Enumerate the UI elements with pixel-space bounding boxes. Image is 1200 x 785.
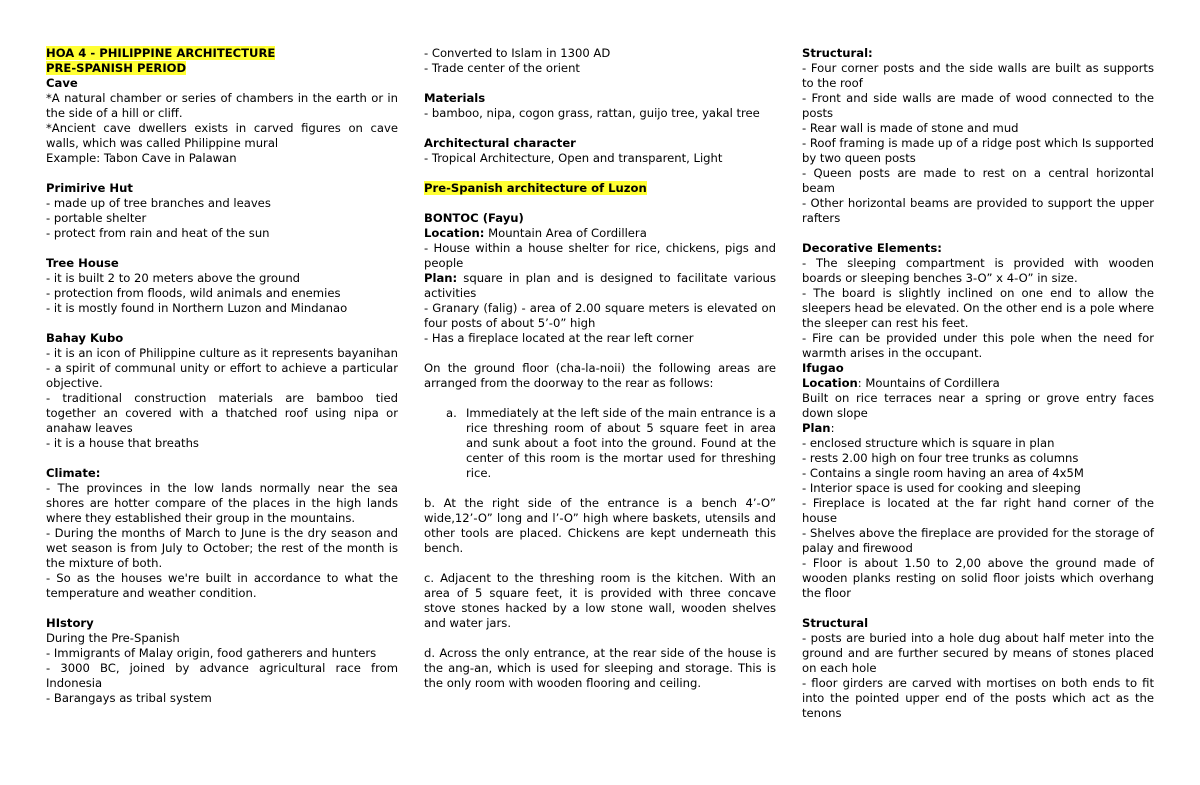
structural-line: - floor girders are carved with mortises on both ends to fit into the pointed upper end of the posts which act as the tenons: [802, 676, 1154, 720]
history-line: - Barangays as tribal system: [46, 691, 212, 705]
materials-heading: Materials: [424, 91, 486, 105]
ifugao-location: [802, 376, 1154, 391]
ifugao-plan: [802, 421, 1154, 436]
plan-text: square in plan and is designed to facilitate various activities: [424, 271, 776, 300]
location-text: Mountain Area of Cordillera: [484, 226, 647, 240]
materials-line: - bamboo, nipa, cogon grass, rattan, guijo tree, yakal tree: [424, 106, 760, 120]
period-title: PRE-SPANISH PERIOD: [46, 61, 187, 75]
tree-house-line: - protection from floods, wild animals and enemies: [46, 286, 341, 300]
bontoc-heading: BONTOC (Fayu): [424, 211, 524, 225]
plan-label: Plan:: [424, 271, 458, 285]
bahay-kubo-line: - it is a house that breaths: [46, 436, 199, 450]
hut-line: - made up of tree branches and leaves: [46, 196, 271, 210]
column-3: [802, 46, 1154, 721]
decorative-heading: Decorative Elements:: [802, 241, 942, 255]
ifugao-line: - enclosed structure which is square in plan: [802, 436, 1055, 450]
ground-floor-intro: On the ground floor (cha-la-noii) the following areas are arranged from the doorway to the rear as follows:: [424, 361, 776, 390]
ifugao-line: - Interior space is used for cooking and sleeping: [802, 481, 1081, 495]
structural-line: - Other horizontal beams are provided to support the upper rafters: [802, 196, 1154, 225]
bontoc-line: - Granary (falig) - area of 2.00 square meters is elevated on four posts of about 5’-0” high: [424, 301, 776, 330]
bontoc-plan: [424, 271, 776, 301]
ifugao-line: - Fireplace is located at the far right hand corner of the house: [802, 496, 1154, 525]
climate-heading: Climate:: [46, 466, 101, 480]
cave-line: Example: Tabon Cave in Palawan: [46, 151, 237, 165]
climate-line: - During the months of March to June is the dry season and wet season is from July to October; the rest of the month is the mixture of both.: [46, 526, 398, 570]
location-text: : Mountains of Cordillera: [857, 376, 1000, 390]
list-item: [424, 406, 776, 481]
list-item: c. Adjacent to the threshing room is the kitchen. With an area of 5 square feet, it is provided with three concave stove stones hacked by a low stone wall, wooden shelves and water jars.: [424, 571, 776, 630]
history-heading: HIstory: [46, 616, 94, 630]
bahay-kubo-heading: Bahay Kubo: [46, 331, 124, 345]
climate-line: - So as the houses we're built in accordance to what the temperature and weather condition.: [46, 571, 398, 600]
list-marker: a.: [446, 406, 457, 420]
tree-house-line: - it is mostly found in Northern Luzon and Mindanao: [46, 301, 348, 315]
luzon-heading: Pre-Spanish architecture of Luzon: [424, 181, 647, 195]
tree-house-heading: Tree House: [46, 256, 119, 270]
tree-house-line: - it is built 2 to 20 meters above the ground: [46, 271, 301, 285]
decorative-line: - The sleeping compartment is provided with wooden boards or sleeping benches 3-O” x 4-O” in size.: [802, 256, 1154, 285]
trade-line: - Trade center of the orient: [424, 61, 580, 75]
ifugao-line: - Floor is about 1.50 to 2,00 above the ground made of wooden planks resting on solid floor joists which overhang the floor: [802, 556, 1154, 600]
decorative-line: - The board is slightly inclined on one end to allow the sleepers head be elevated. On the other end is a pole where the sleeper can rest his feet.: [802, 286, 1154, 330]
ifugao-heading: Ifugao: [802, 361, 844, 375]
cave-line: *A natural chamber or series of chambers in the earth or in the side of a hill or cliff.: [46, 91, 398, 120]
structural-line: - Front and side walls are made of wood connected to the posts: [802, 91, 1154, 120]
history-line: - 3000 BC, joined by advance agricultural race from Indonesia: [46, 661, 398, 690]
bontoc-line: - Has a fireplace located at the rear left corner: [424, 331, 694, 345]
column-1: [46, 46, 398, 706]
bontoc-location: [424, 226, 776, 241]
structural-line: - Queen posts are made to rest on a central horizontal beam: [802, 166, 1154, 195]
column-2: [424, 46, 776, 691]
character-line: - Tropical Architecture, Open and transparent, Light: [424, 151, 723, 165]
hut-line: - protect from rain and heat of the sun: [46, 226, 270, 240]
hut-heading: Primirive Hut: [46, 181, 133, 195]
structural-line: - posts are buried into a hole dug about half meter into the ground and are further secured by means of stones placed on each hole: [802, 631, 1154, 675]
structural-line: - Roof framing is made up of a ridge post which Is supported by two queen posts: [802, 136, 1154, 165]
structural-heading: Structural:: [802, 46, 873, 60]
ifugao-line: - Shelves above the fireplace are provided for the storage of palay and firewood: [802, 526, 1154, 555]
list-item: b. At the right side of the entrance is a bench 4’-O” wide,12’-O” long and l’-O” high where baskets, utensils and other tools are placed. Chickens are kept underneath this bench.: [424, 496, 776, 555]
islam-line: - Converted to Islam in 1300 AD: [424, 46, 611, 60]
ground-floor-list: [424, 406, 776, 481]
character-heading: Architectural character: [424, 136, 576, 150]
history-line: - Immigrants of Malay origin, food gatherers and hunters: [46, 646, 377, 660]
structural-line: - Four corner posts and the side walls are built as supports to the roof: [802, 61, 1154, 90]
location-label: Location: [802, 376, 858, 390]
plan-colon: :: [830, 421, 835, 435]
cave-heading: Cave: [46, 76, 78, 90]
bontoc-line: - House within a house shelter for rice, chickens, pigs and people: [424, 241, 776, 270]
location-label: Location:: [424, 226, 485, 240]
bahay-kubo-line: - traditional construction materials are bamboo tied together an covered with a thatched roof using nipa or anahaw leaves: [46, 391, 398, 435]
ifugao-built: Built on rice terraces near a spring or grove entry faces down slope: [802, 391, 1154, 420]
list-item-text: Immediately at the left side of the main entrance is a rice threshing room of about 5 square feet in area and sunk about a foot into the ground. Found at the center of this room is the mortar used for threshing rice.: [466, 406, 776, 480]
ifugao-line: - Contains a single room having an area of 4x5M: [802, 466, 1084, 480]
structural-heading-2: Structural: [802, 616, 869, 630]
ifugao-line: - rests 2.00 high on four tree trunks as columns: [802, 451, 1079, 465]
structural-line: - Rear wall is made of stone and mud: [802, 121, 1019, 135]
hut-line: - portable shelter: [46, 211, 147, 225]
decorative-line: - Fire can be provided under this pole when the need for warmth arises in the occupant.: [802, 331, 1154, 360]
document-title: HOA 4 - PHILIPPINE ARCHITECTURE: [46, 46, 276, 60]
history-line: During the Pre-Spanish: [46, 631, 180, 645]
bahay-kubo-line: - it is an icon of Philippine culture as it represents bayanihan - a spirit of communal unity or effort to achieve a particular objective.: [46, 346, 398, 390]
plan-label: Plan: [802, 421, 831, 435]
list-item: d. Across the only entrance, at the rear side of the house is the ang-an, which is used for sleeping and storage. This is the only room with wooden flooring and ceiling.: [424, 646, 776, 690]
climate-line: - The provinces in the low lands normally near the sea shores are hotter compare of the places in the high lands where they established their group in the mountains.: [46, 481, 398, 525]
cave-line: *Ancient cave dwellers exists in carved figures on cave walls, which was called Philippine mural: [46, 121, 398, 150]
